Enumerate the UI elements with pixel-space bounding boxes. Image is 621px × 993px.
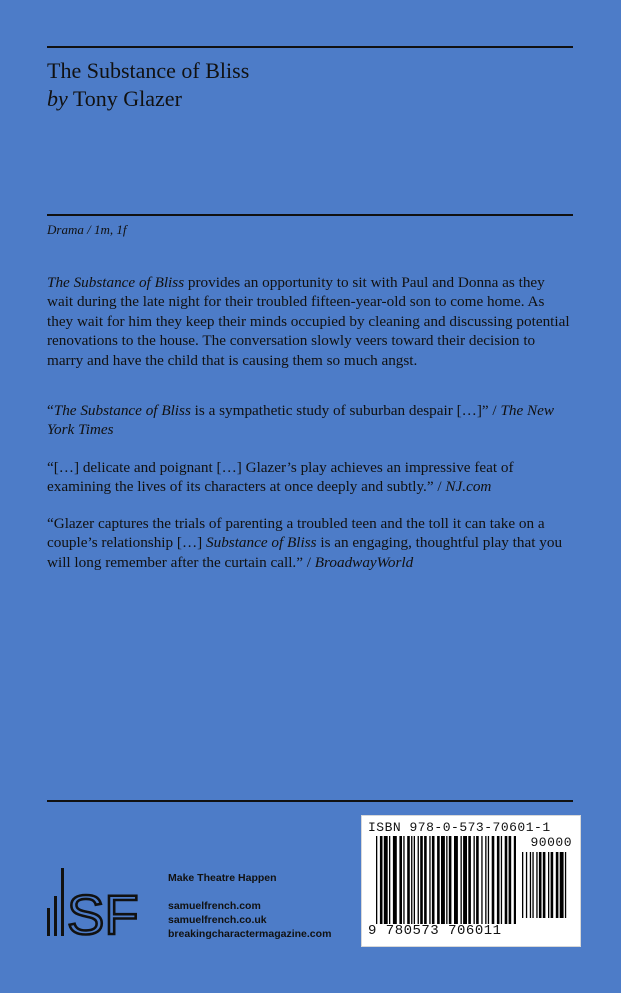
quote-1-open: “ — [47, 402, 54, 419]
top-rule — [47, 46, 573, 48]
review-quote-1 — [47, 401, 573, 440]
author-name: Tony Glazer — [72, 86, 182, 111]
barcode-bar — [441, 836, 445, 924]
barcode-bar — [522, 852, 523, 918]
barcode-panel — [361, 815, 581, 947]
barcode-bar — [399, 836, 402, 924]
footer-rule — [47, 800, 573, 802]
ean-barcode — [376, 836, 516, 924]
barcode-bar — [454, 836, 458, 924]
barcode-bar — [565, 852, 566, 918]
barcode-bar — [376, 836, 377, 924]
review-quote-2 — [47, 458, 573, 497]
barcode-bar — [474, 836, 475, 924]
quote-2-text: “[…] delicate and poignant […] Glazer’s play achieves an impressive feat of examining the lives of its characters at once deeply and subtly.” / — [47, 459, 514, 496]
quote-3-text-a: “Glazer captures the trials of parenting a troubled teen and the toll it can take on a couple’s relationship […] — [47, 515, 545, 552]
barcode-bar — [429, 836, 430, 924]
barcode-bar — [543, 852, 546, 918]
barcode-bar — [492, 836, 495, 924]
barcode-bar — [526, 852, 527, 918]
quote-1-source: The New York Times — [47, 402, 555, 439]
barcode-bar — [420, 836, 423, 924]
quote-3-text-b: is an engaging, thoughtful play that you will long remember after the curtain call.” / — [47, 534, 563, 571]
barcode-bar — [551, 852, 554, 918]
barcode-digits: 9 780573 706011 — [368, 923, 502, 939]
barcode-bar — [556, 852, 559, 918]
barcode-bar — [407, 836, 410, 924]
barcode-bar — [539, 852, 542, 918]
samuel-french-logo — [47, 868, 147, 938]
barcode-bar — [488, 836, 489, 924]
quote-2-source: NJ.com — [445, 478, 492, 496]
barcode-bar — [411, 836, 412, 924]
logo-letters: SF — [67, 883, 139, 938]
quote-3-title: Substance of Bliss — [206, 534, 317, 552]
quote-1-title: The Substance of Bliss — [53, 402, 191, 419]
genre-rule — [47, 214, 573, 216]
title-block — [47, 57, 249, 113]
barcode-bar — [384, 836, 388, 924]
barcode-bar — [463, 836, 467, 924]
byline — [47, 85, 249, 113]
link-samuelfrench-com[interactable]: samuelfrench.com — [168, 900, 261, 912]
link-samuelfrench-co-uk[interactable]: samuelfrench.co.uk — [168, 914, 267, 926]
logo-bar-1 — [47, 908, 50, 936]
barcode-bar — [497, 836, 500, 924]
isbn-text: ISBN 978-0-573-70601-1 — [368, 820, 551, 835]
barcode-bar — [514, 836, 516, 924]
barcode-bar — [501, 836, 502, 924]
barcode-bar — [536, 852, 537, 918]
barcode-bar — [414, 836, 415, 924]
logo-bar-3 — [61, 868, 64, 936]
barcode-bar — [461, 836, 462, 924]
barcode-bar — [389, 836, 390, 924]
link-breaking-character[interactable]: breakingcharactermagazine.com — [168, 928, 332, 940]
barcode-bar — [418, 836, 419, 924]
barcode-bar — [432, 836, 435, 924]
barcode-bar — [424, 836, 427, 924]
barcode-bar — [437, 836, 440, 924]
synopsis-text: provides an opportunity to sit with Paul and Donna as they wait during the late night for their troubled fifteen-year-old son to come home. As they wait for him they keep their minds occupied by cleaning and discussing potential renovations to the house. The conversation slowly veers toward their decision to marry and have the child that is causing them so much angst. — [47, 274, 570, 369]
barcode-bar — [468, 836, 471, 924]
barcode-bar — [485, 836, 486, 924]
genre-label: Drama / 1m, 1f — [47, 222, 127, 237]
barcode-bar — [476, 836, 479, 924]
barcode-bar — [560, 852, 564, 918]
quote-1-text: is a sympathetic study of suburban despair […]” / — [190, 402, 501, 419]
book-title: The Substance of Bliss — [47, 58, 250, 83]
synopsis — [47, 273, 573, 370]
barcode-bar — [530, 852, 531, 918]
barcode-bar — [380, 836, 383, 924]
byline-by: by — [47, 86, 68, 111]
synopsis-title: The Substance of Bliss — [47, 274, 185, 291]
barcode-bar — [505, 836, 508, 924]
logo-bar-2 — [54, 896, 57, 936]
quote-3-source: BroadwayWorld — [314, 553, 414, 571]
barcode-bar — [393, 836, 397, 924]
barcode-bar — [446, 836, 447, 924]
barcode-bar — [509, 836, 512, 924]
barcode-bar — [532, 852, 533, 918]
tagline: Make Theatre Happen — [168, 872, 277, 884]
footer-links — [168, 899, 331, 941]
addon-barcode — [522, 852, 568, 918]
barcode-bar — [548, 852, 549, 918]
barcode-bar — [403, 836, 404, 924]
barcode-bar — [449, 836, 452, 924]
barcode-bar — [481, 836, 482, 924]
price-code-text: 90000 — [530, 835, 572, 850]
review-quote-3 — [47, 514, 573, 572]
